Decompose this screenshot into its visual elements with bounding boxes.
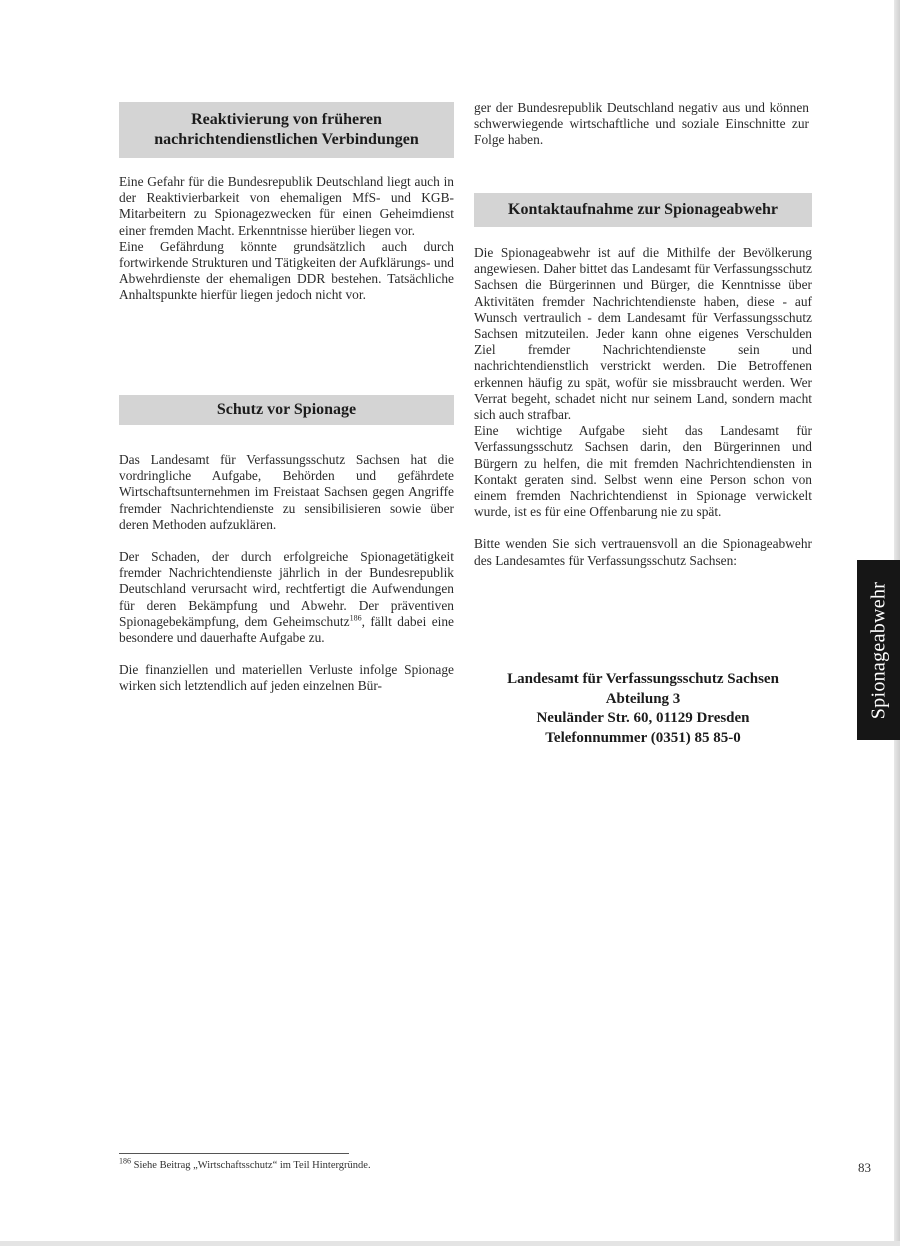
address-phone: Telefonnummer (0351) 85 85-0 xyxy=(545,729,741,746)
address-line: Neuländer Str. 60, 01129 Dresden xyxy=(536,710,750,726)
paragraph: Die Spionageabwehr ist auf die Mithilfe der Bevölkerung angewiesen. Daher bittet das Landesamt für Verfassungsschutz Sachsen die Bürgerinnen und Bürger, die Kenntnisse über Aktivitäten fremder Nachrichtendienste haben, diese - auf Wunsch vertraulich - dem Landesamt für Verfassungsschutz Sachsen mitzuteilen. Jeder kann ohne eigenes Verschulden Ziel fremder Nachrichtendienste sein und nachrichtendienstlich verstrickt werden. Die Betroffenen erkennen häufig zu spät, wofür sie missbraucht werden. Wer Verrat begeht, schadet nicht nur seinem Land, sondern macht sich auch strafbar. xyxy=(474,245,812,423)
heading-kontaktaufnahme xyxy=(474,193,812,227)
heading-reaktivierung xyxy=(119,102,454,158)
paragraph: Das Landesamt für Verfassungsschutz Sachsen hat die vordringliche Aufgabe, Behörden und gefährdete Wirtschaftsunternehmen im Freistaat Sachsen gegen Angriffe fremder Nachrichtendienste zu sensibilisieren sowie über deren Methoden aufzuklären. xyxy=(119,452,454,532)
heading-schutz-vor-spionage xyxy=(119,395,454,425)
paragraph: Die finanziellen und materiellen Verluste infolge Spionage wirken sich letztendlich auf jeden einzelnen Bür- xyxy=(119,662,454,694)
paragraph: ger der Bundesrepublik Deutschland negativ aus und können schwerwiegende wirtschaftliche und soziale Einschnitte zur Folge haben. xyxy=(474,100,809,148)
heading-text: Schutz vor Spionage xyxy=(216,401,357,418)
paragraph-text: , fällt dabei eine besondere und dauerhafte Aufgabe zu. xyxy=(119,613,454,646)
page-number: 83 xyxy=(858,1160,871,1175)
address-line: Abteilung 3 xyxy=(605,690,681,707)
heading-text: Reaktivierung von früheren nachrichtendienstlichen Verbindungen xyxy=(154,111,419,148)
footnote xyxy=(119,1156,371,1171)
section-side-tab xyxy=(857,560,900,740)
footnote-reference[interactable]: 186 xyxy=(349,613,362,623)
address-line: Landesamt für Verfassungsschutz Sachsen xyxy=(507,671,779,687)
left-column-lower xyxy=(119,452,454,695)
right-column-lower xyxy=(474,245,812,569)
paragraph xyxy=(119,549,454,646)
paragraph: Bitte wenden Sie sich vertrauensvoll an die Spionageabwehr des Landesamtes für Verfassungsschutz Sachsen: xyxy=(474,536,812,568)
right-column xyxy=(474,100,809,149)
paragraph: Eine Gefahr für die Bundesrepublik Deutschland liegt auch in der Reaktivierbarkeit von ehemaligen MfS- und KGB-Mitarbeitern zu Spionagezwecken für einen Geheimdienst einer fremden Macht. Erkenntnisse hierüber liegen vor. xyxy=(119,174,454,238)
left-column xyxy=(119,174,454,304)
paragraph: Eine wichtige Aufgabe sieht das Landesamt für Verfassungsschutz Sachsen darin, den Bürgerinnen und Bürgern zu helfen, die mit fremden Nachrichtendiensten in Kontakt geraten sind. Selbst wenn eine Person schon von einem fremden Nachrichtendienst in Spionage verwickelt wurde, ist es für eine Offenbarung nie zu spät. xyxy=(474,423,812,520)
footnote-number: 186 xyxy=(119,1156,131,1166)
page-bottom-edge xyxy=(0,1241,900,1246)
footnote-divider xyxy=(119,1153,349,1154)
contact-address xyxy=(474,670,812,748)
paragraph-text: Der Schaden, der durch erfolgreiche Spionagetätigkeit fremder Nachrichtendienste jährlich in der Bundesrepublik Deutschland verursacht wird, rechtfertigt die Aufwendungen für deren Bekämpfung und Abwehr. Der präventiven Spionagebekämpfung, dem Geheimschutz xyxy=(119,549,454,629)
side-tab-label: Spionageabwehr xyxy=(867,581,889,719)
paragraph: Eine Gefährdung könnte grundsätzlich auch durch fortwirkende Strukturen und Tätigkeiten der Aufklärungs- und Abwehrdienste der ehemaligen DDR bestehen. Tatsächliche Anhaltspunkte hierfür liegen jedoch nicht vor. xyxy=(119,238,454,303)
footnote-text: Siehe Beitrag „Wirtschaftsschutz“ im Teil Hintergründe. xyxy=(131,1160,371,1171)
heading-text: Kontaktaufnahme zur Spionageabwehr xyxy=(508,201,778,218)
